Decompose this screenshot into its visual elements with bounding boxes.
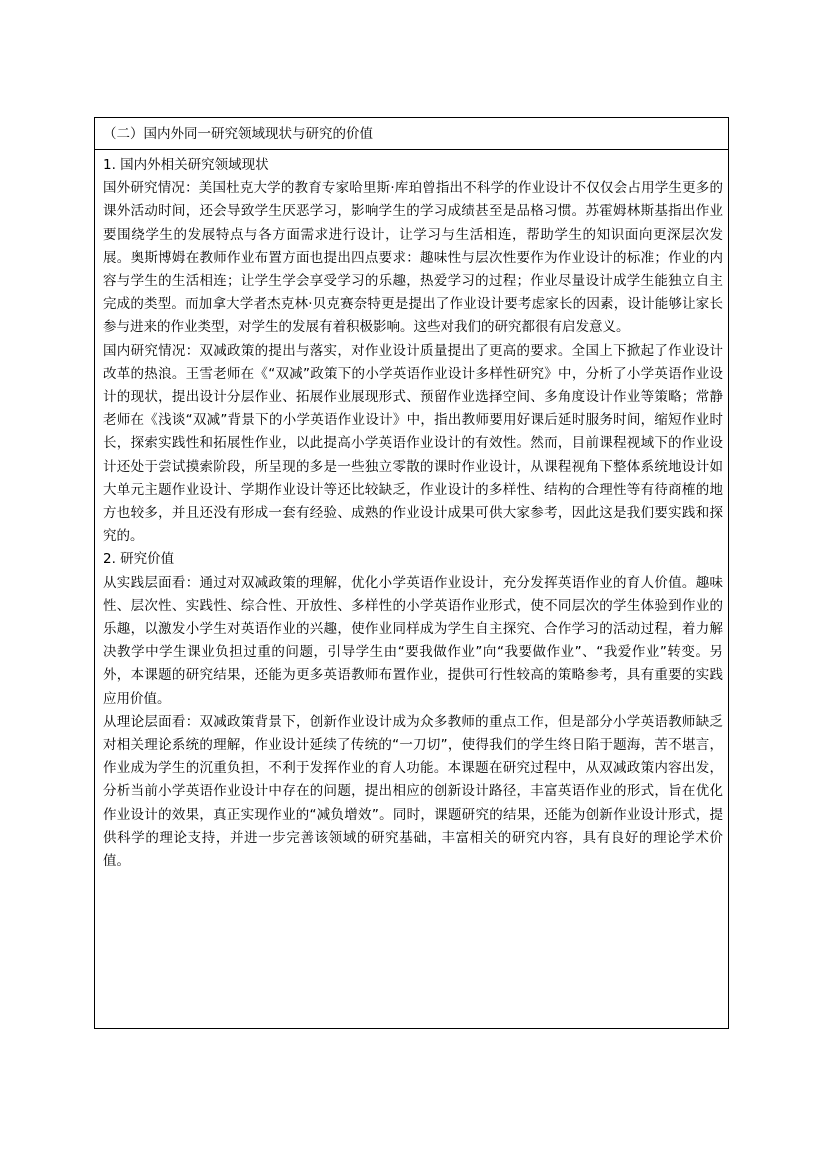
section-content: [95, 150, 728, 873]
paragraph-theoretical-value: 从理论层面看：双减政策背景下，创新作业设计成为众多教师的重点工作，但是部分小学英语教师缺乏对相关理论系统的理解，作业设计延续了传统的“一刀切”，使得我们的学生终日陷于题海，苦不堪言，作业成为学生的沉重负担，不利于发挥作业的育人功能。本课题在研究过程中，从双减政策内容出发，分析当前小学英语作业设计中存在的问题，提出相应的创新设计路径，丰富英语作业的形式，旨在优化作业设计的效果，真正实现作业的“减负增效”。同时，课题研究的结果，还能为创新作业设计形式，提供科学的理论支持，并进一步完善该领域的研究基础，丰富相关的研究内容，具有良好的理论学术价值。: [103, 713, 723, 870]
paragraph-practical-value: 从实践层面看：通过对双减政策的理解，优化小学英语作业设计，充分发挥英语作业的育人价值。趣味性、层次性、实践性、综合性、开放性、多样性的小学英语作业形式，使不同层次的学生体验到作业的乐趣，以激发小学生对英语作业的兴趣，使作业同样成为学生自主探究、合作学习的活动过程，着力解决教学中学生课业负担过重的问题，引导学生由“要我做作业”向“我要做作业”、“我爱作业”转变。另外，本课题的研究结果，还能为更多英语教师布置作业，提供可行性较高的策略参考，具有重要的实践应用价值。: [103, 574, 723, 707]
form-table: [94, 117, 729, 1029]
paragraph-foreign-research: 国外研究情况：美国杜克大学的教育专家哈里斯·库珀曾指出不科学的作业设计不仅仅会占用学生更多的课外活动时间，还会导致学生厌恶学习，影响学生的学习成绩甚至是品格习惯。苏霍姆林斯基指出作业要围绕学生的发展特点与各方面需求进行设计，让学习与生活相连，帮助学生的知识面向更深层次发展。奥斯博姆在教师作业布置方面也提出四点要求：趣味性与层次性要作为作业设计的标准；作业的内容与学生的生活相连；让学生学会享受学习的乐趣，热爱学习的过程；作业尽量设计成学生能独立自主完成的类型。而加拿大学者杰克林·贝克赛奈特更是提出了作业设计要考虑家长的因素，设计能够让家长参与进来的作业类型，对学生的发展有着积极影响。这些对我们的研究都很有启发意义。: [103, 180, 723, 336]
heading-research-value: 2. 研究价值: [103, 551, 175, 568]
paragraph-domestic-research: 国内研究情况：双减政策的提出与落实，对作业设计质量提出了更高的要求。全国上下掀起了作业设计改革的热浪。王雪老师在《“双减”政策下的小学英语作业设计多样性研究》中，分析了小学英语作业设计的现状，提出设计分层作业、拓展作业展现形式、预留作业选择空间、多角度设计作业等策略；常静老师在《浅谈“双减”背景下的小学英语作业设计》中，指出教师要用好课后延时服务时间，缩短作业时长，探索实践性和拓展性作业，以此提高小学英语作业设计的有效性。然而，目前课程视域下的作业设计还处于尝试摸索阶段，所呈现的多是一些独立零散的课时作业设计，从课程视角下整体系统地设计如大单元主题作业设计、学期作业设计等还比较缺乏，作业设计的多样性、结构的合理性等有待商榷的地方也较多，并且还没有形成一套有经验、成熟的作业设计成果可供大家参考，因此这是我们要实践和探究的。: [103, 342, 723, 545]
heading-research-status: 1. 国内外相关研究领域现状: [103, 157, 269, 173]
section-header: （二）国内外同一研究领域现状与研究的价值: [95, 118, 728, 150]
